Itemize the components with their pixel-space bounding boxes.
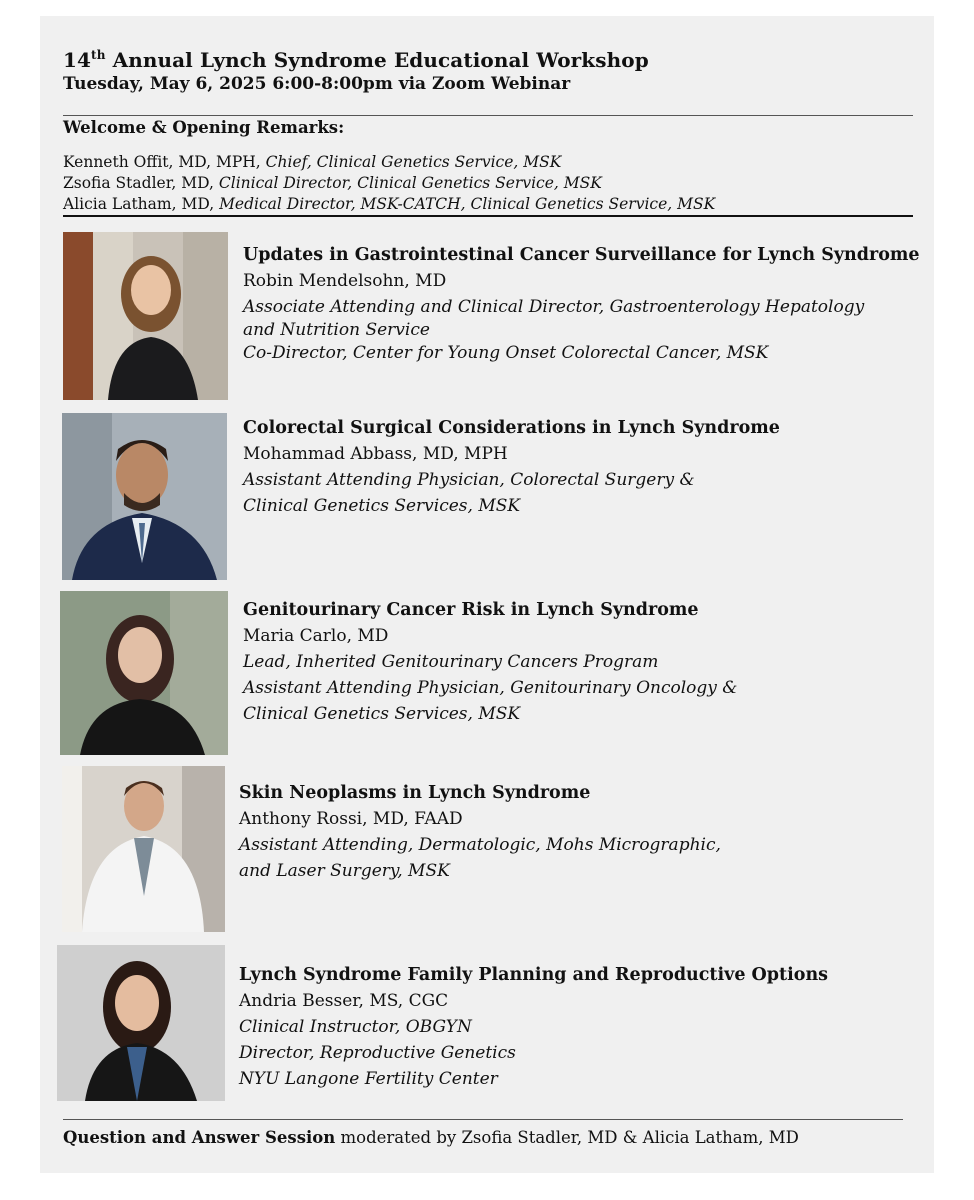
talk-role: Clinical Genetics Services, MSK: [243, 496, 521, 516]
talk-2: [243, 415, 780, 519]
divider-top: [63, 115, 913, 116]
event-date: Tuesday, May 6, 2025 6:00-8:00pm via Zoom Webinar: [63, 74, 571, 94]
talk-role: Assistant Attending Physician, Colorectal Surgery &: [243, 470, 695, 490]
talk-speaker: Andria Besser, MS, CGC: [239, 991, 449, 1011]
talk-role: Assistant Attending Physician, Genitourinary Oncology &: [243, 678, 738, 698]
welcome-heading: Welcome & Opening Remarks:: [63, 118, 345, 137]
talk-title: Skin Neoplasms in Lynch Syndrome: [239, 783, 591, 803]
talk-role: Clinical Instructor, OBGYN: [239, 1017, 472, 1037]
talk-role: and Nutrition Service: [243, 320, 430, 340]
talk-role: Associate Attending and Clinical Director, Gastroenterology Hepatology: [243, 297, 865, 317]
flyer-page: [40, 16, 934, 1173]
talk-title: Lynch Syndrome Family Planning and Reproductive Options: [239, 965, 829, 985]
talk-1: [243, 242, 920, 366]
talk-3: [243, 597, 737, 727]
qa-session: Question and Answer Session moderated by Zsofia Stadler, MD & Alicia Latham, MD: [63, 1128, 799, 1147]
speaker-photo-besser: [57, 945, 225, 1101]
welcome-speaker: Zsofia Stadler, MD, Clinical Director, Clinical Genetics Service, MSK: [63, 174, 602, 192]
talk-speaker: Mohammad Abbass, MD, MPH: [243, 444, 508, 464]
welcome-speaker: Kenneth Offit, MD, MPH, Chief, Clinical Genetics Service, MSK: [63, 153, 562, 171]
talk-speaker: Robin Mendelsohn, MD: [243, 271, 447, 291]
talk-speaker: Anthony Rossi, MD, FAAD: [239, 809, 463, 829]
speaker-photo-abbass: [62, 413, 227, 580]
talk-title: Genitourinary Cancer Risk in Lynch Syndrome: [243, 600, 699, 620]
speaker-photo-carlo: [60, 591, 228, 755]
speaker-photo-rossi: [62, 766, 225, 932]
talk-role: NYU Langone Fertility Center: [239, 1069, 498, 1089]
speaker-photo-mendelsohn: [63, 232, 228, 400]
divider-welcome: [63, 215, 913, 217]
talk-role: Assistant Attending, Dermatologic, Mohs Micrographic,: [239, 835, 721, 855]
welcome-speaker: Alicia Latham, MD, Medical Director, MSK-CATCH, Clinical Genetics Service, MSK: [63, 195, 716, 213]
talk-role: Co-Director, Center for Young Onset Colorectal Cancer, MSK: [243, 343, 769, 363]
talk-role: Director, Reproductive Genetics: [239, 1043, 516, 1063]
talk-role: and Laser Surgery, MSK: [239, 861, 450, 881]
talk-4: [239, 780, 721, 884]
talk-role: Lead, Inherited Genitourinary Cancers Program: [243, 652, 659, 672]
talk-speaker: Maria Carlo, MD: [243, 626, 389, 646]
welcome-speakers: [63, 152, 715, 215]
event-title: 14th Annual Lynch Syndrome Educational Workshop: [63, 48, 649, 72]
talk-role: Clinical Genetics Services, MSK: [243, 704, 521, 724]
talk-title: Colorectal Surgical Considerations in Lynch Syndrome: [243, 418, 780, 438]
divider-bottom: [63, 1119, 903, 1120]
talk-title: Updates in Gastrointestinal Cancer Surveillance for Lynch Syndrome: [243, 245, 920, 265]
talk-5: [239, 962, 828, 1092]
